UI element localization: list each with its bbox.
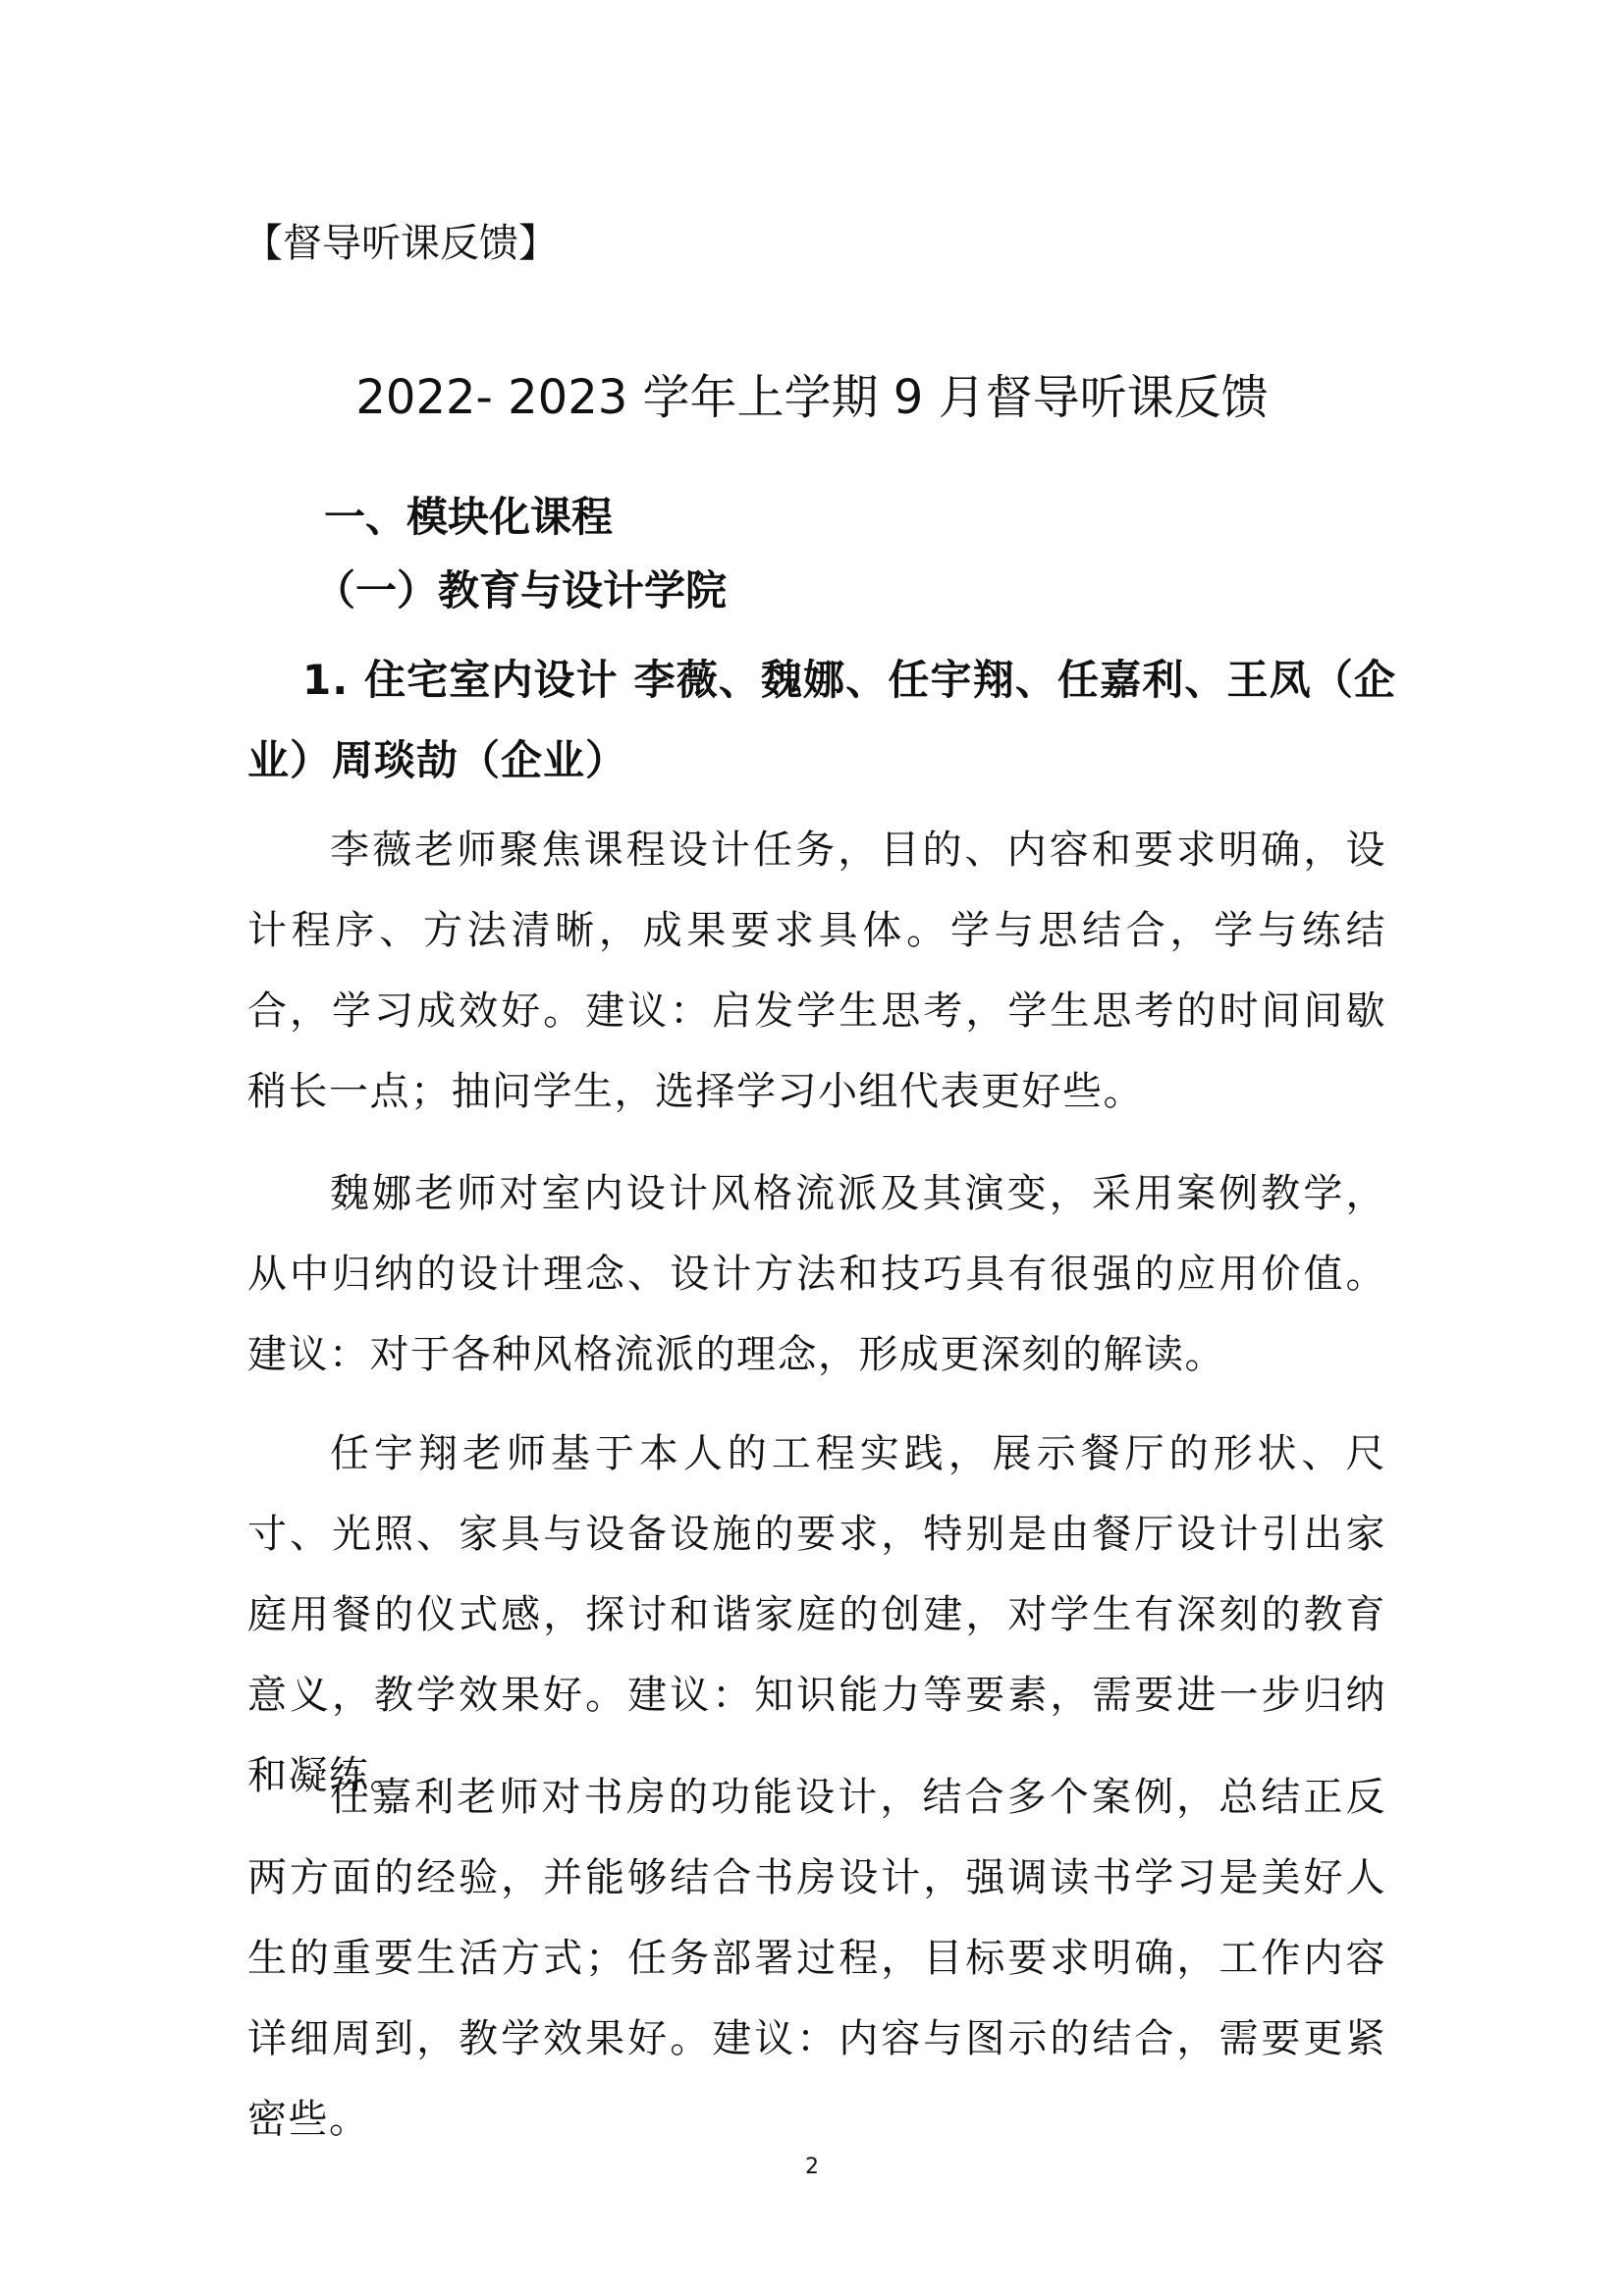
course-heading: 1. 住宅室内设计 李薇、魏娜、任宇翔、任嘉利、王凤（企业）周琰劼（企业）	[247, 656, 1396, 784]
document-title: 2022- 2023 学年上学期 9 月督导听课反馈	[355, 370, 1269, 425]
section-tag: 【督导听课反馈】	[244, 221, 558, 266]
paragraph-ren-yuxiang: 任宇翔老师基于本人的工程实践，展示餐厅的形状、尺寸、光照、家具与设备设施的要求，特别是由餐厅设计引出家庭用餐的仪式感，探讨和谐家庭的创建，对学生有深刻的教育意义，教学效果好。建议：知识能力等要素，需要进一步归纳和凝练。	[247, 1431, 1386, 1798]
paragraph-li-wei: 李薇老师聚焦课程设计任务，目的、内容和要求明确，设计程序、方法清晰，成果要求具体。学与思结合，学与练结合，学习成效好。建议：启发学生思考，学生思考的时间间歇稍长一点；抽问学生，选择学习小组代表更好些。	[247, 828, 1386, 1114]
subsection-heading: （一）教育与设计学院	[314, 566, 728, 614]
paragraph-ren-jiali: 任嘉利老师对书房的功能设计，结合多个案例，总结正反两方面的经验，并能够结合书房设计，强调读书学习是美好人生的重要生活方式；任务部署过程，目标要求明确，工作内容详细周到，教学效果好。建议：内容与图示的结合，需要更紧密些。	[247, 1775, 1386, 2142]
paragraph-wei-na: 魏娜老师对室内设计风格流派及其演变，采用案例教学，从中归纳的设计理念、设计方法和技巧具有很强的应用价值。建议：对于各种风格流派的理念，形成更深刻的解读。	[247, 1171, 1386, 1377]
section-heading: 一、模块化课程	[324, 493, 614, 541]
page-number: 2	[805, 2155, 819, 2179]
